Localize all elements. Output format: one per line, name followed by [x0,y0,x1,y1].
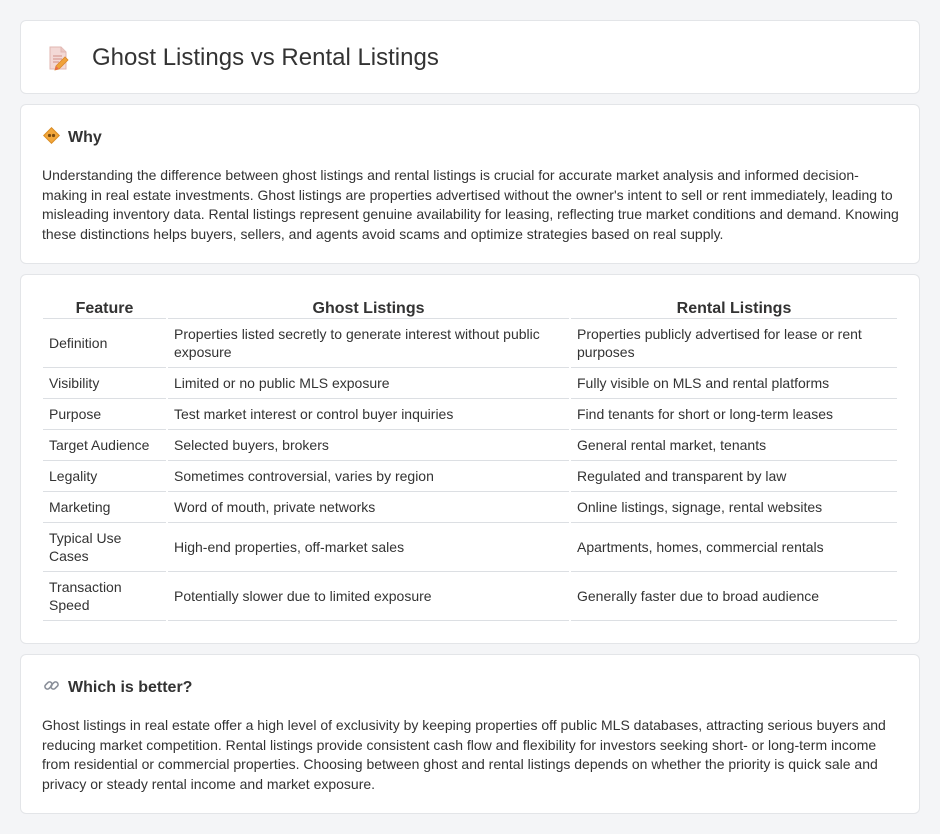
rental-cell: Fully visible on MLS and rental platforms [571,368,897,399]
table-row [43,368,897,399]
ghost-cell: High-end properties, off-market sales [168,523,569,572]
feature-cell: Typical Use Cases [43,523,166,572]
document-pencil-icon [47,45,69,71]
ghost-cell: Sometimes controversial, varies by region [168,461,569,492]
rental-cell: Properties publicly advertised for lease or rent purposes [571,319,897,368]
feature-cell: Visibility [43,368,166,399]
feature-cell: Target Audience [43,430,166,461]
better-header [43,677,192,699]
link-icon [43,677,68,699]
column-header-ghost: Ghost Listings [168,295,569,319]
rental-cell: Find tenants for short or long-term leases [571,399,897,430]
comparison-section [20,274,920,644]
feature-cell: Definition [43,319,166,368]
title-row [47,44,439,72]
table-row [43,319,897,368]
rental-cell: Regulated and transparent by law [571,461,897,492]
ghost-cell: Test market interest or control buyer inquiries [168,399,569,430]
column-header-rental: Rental Listings [571,295,897,319]
table-header-row [43,295,897,319]
column-header-feature: Feature [43,295,166,319]
feature-cell: Marketing [43,492,166,523]
better-text: Ghost listings in real estate offer a high level of exclusivity by keeping properties off public MLS databases, attracting serious buyers and reducing market competition. Rental listings provide consistent cash flow and flexibility for investors seeking short- or long-term income from residential or commercial properties. Choosing between ghost and rental listings depends on whether the priority is quick sale and privacy or steady rental income and market exposure. [42,717,886,792]
title-card [20,20,920,94]
rental-cell: Generally faster due to broad audience [571,572,897,621]
comparison-table [41,295,899,621]
table-row [43,523,897,572]
better-heading: Which is better? [68,679,193,696]
ghost-cell: Potentially slower due to limited exposure [168,572,569,621]
why-heading: Why [68,129,102,146]
table-row [43,461,897,492]
why-header [43,127,102,149]
ghost-cell: Word of mouth, private networks [168,492,569,523]
rental-cell: Online listings, signage, rental websites [571,492,897,523]
table-row [43,430,897,461]
why-text: Understanding the difference between ghost listings and rental listings is crucial for accurate market analysis and informed decision-making in real estate investments. Ghost listings are properties advertised without the owner's intent to sell or rent immediately, leading to misleading inventory data. Rental listings represent genuine availability for leasing, reflecting true market conditions and demand. Knowing these distinctions helps buyers, sellers, and agents avoid scams and optimize strategies based on real supply. [42,167,899,242]
which-is-better-section [20,654,920,814]
diamond-sign-icon [43,127,68,149]
rental-cell: General rental market, tenants [571,430,897,461]
page-title: Ghost Listings vs Rental Listings [92,44,439,71]
feature-cell: Transaction Speed [43,572,166,621]
ghost-cell: Selected buyers, brokers [168,430,569,461]
rental-cell: Apartments, homes, commercial rentals [571,523,897,572]
table-row [43,399,897,430]
feature-cell: Purpose [43,399,166,430]
why-section [20,104,920,264]
table-row [43,572,897,621]
feature-cell: Legality [43,461,166,492]
table-row [43,492,897,523]
ghost-cell: Properties listed secretly to generate interest without public exposure [168,319,569,368]
ghost-cell: Limited or no public MLS exposure [168,368,569,399]
